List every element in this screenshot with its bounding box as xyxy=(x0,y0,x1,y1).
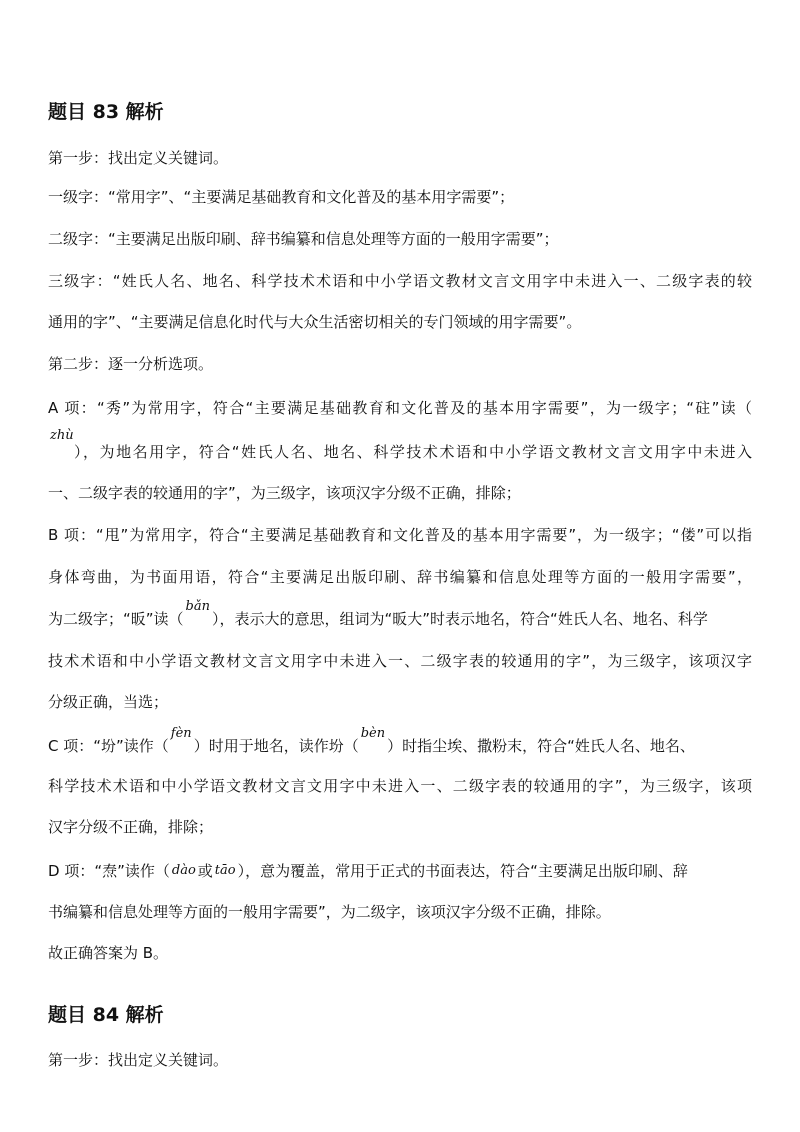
q83-option-b-line5: 分级正确，当选； xyxy=(48,693,169,711)
q83-option-d-line1 xyxy=(48,860,688,884)
q83-option-b-line3-pre: 为二级字；“昄”读（ xyxy=(48,610,184,628)
q83-option-d-or: 或 xyxy=(197,862,213,880)
q83-option-b-line4: 技术术语和中小学语文教材文言文用字中未进入一、二级字表的较通用的字”，为三级字，该项汉字 xyxy=(48,652,752,670)
q83-option-b-line3-post: ），表示大的意思，组词为“昄大”时表示地名，符合“姓氏人名、地名、科学 xyxy=(212,610,708,628)
q83-option-a-line2: ），为地名用字，符合“姓氏人名、地名、科学技术术语和中小学语文教材文言文用字中未进入 xyxy=(74,443,752,461)
q83-option-c-pinyin-1: fèn xyxy=(170,726,192,741)
q83-answer: 故正确答案为 B。 xyxy=(48,944,169,962)
q83-option-a-line1: A 项：“秀”为常用字，符合“主要满足基础教育和文化普及的基本用字需要”，为一级字；“砫”读（ xyxy=(48,399,752,417)
q83-option-c-pinyin-2: bèn xyxy=(360,726,386,741)
q83-option-d-pinyin-2: tāo xyxy=(214,863,236,878)
q83-level3-line2: 通用的字”、“主要满足信息化时代与大众生活密切相关的专门领域的用字需要”。 xyxy=(48,313,582,331)
q83-option-c-line2: 科学技术术语和中小学语文教材文言文用字中未进入一、二级字表的较通用的字”，为三级字，该项 xyxy=(48,777,752,795)
q84-title: 题目 84 解析 xyxy=(48,1004,164,1026)
q83-option-d-line1-pre: D 项：“焘”读作（ xyxy=(48,862,170,880)
q83-title: 题目 83 解析 xyxy=(48,101,164,123)
q83-option-b-pinyin: bǎn xyxy=(185,599,210,614)
q83-step2: 第二步：逐一分析选项。 xyxy=(48,355,214,373)
q83-option-b-line1: B 项：“甩”为常用字，符合“主要满足基础教育和文化普及的基本用字需要”，为一级字；“偻”可以指 xyxy=(48,526,752,544)
q83-option-c-line1-post: ）时指尘埃、撒粉末，符合“姓氏人名、地名、 xyxy=(387,737,695,755)
q83-level2: 二级字：“主要满足出版印刷、辞书编纂和信息处理等方面的一般用字需要”； xyxy=(48,230,559,248)
q83-option-b-line3 xyxy=(48,599,708,632)
q83-level3-line1: 三级字：“姓氏人名、地名、科学技术术语和中小学语文教材文言文用字中未进入一、二级字表的较 xyxy=(48,272,752,290)
q83-option-c-line1-pre: C 项：“坋”读作（ xyxy=(48,737,169,755)
q83-step1: 第一步：找出定义关键词。 xyxy=(48,149,229,167)
q83-option-d-line2: 书编纂和信息处理等方面的一般用字需要”，为二级字，该项汉字分级不正确，排除。 xyxy=(48,903,611,921)
q83-option-d-pinyin-1: dào xyxy=(171,863,196,878)
q84-step1: 第一步：找出定义关键词。 xyxy=(48,1051,229,1069)
q83-option-d-line1-post: ），意为覆盖，常用于正式的书面表达，符合“主要满足出版印刷、辞 xyxy=(237,862,688,880)
q83-option-a-line3: 一、二级字表的较通用的字”，为三级字，该项汉字分级不正确，排除； xyxy=(48,484,521,502)
q83-option-c-line1-mid: ）时用于地名，读作坋（ xyxy=(193,737,359,755)
q83-option-a-pinyin: zhù xyxy=(50,428,74,443)
q83-option-c-line1 xyxy=(48,726,695,759)
q83-option-c-line3: 汉字分级不正确，排除； xyxy=(48,818,214,836)
q83-option-b-line2: 身体弯曲，为书面用语，符合“主要满足出版印刷、辞书编纂和信息处理等方面的一般用字需要”， xyxy=(48,568,752,586)
q83-level1: 一级字：“常用字”、“主要满足基础教育和文化普及的基本用字需要”； xyxy=(48,188,515,206)
